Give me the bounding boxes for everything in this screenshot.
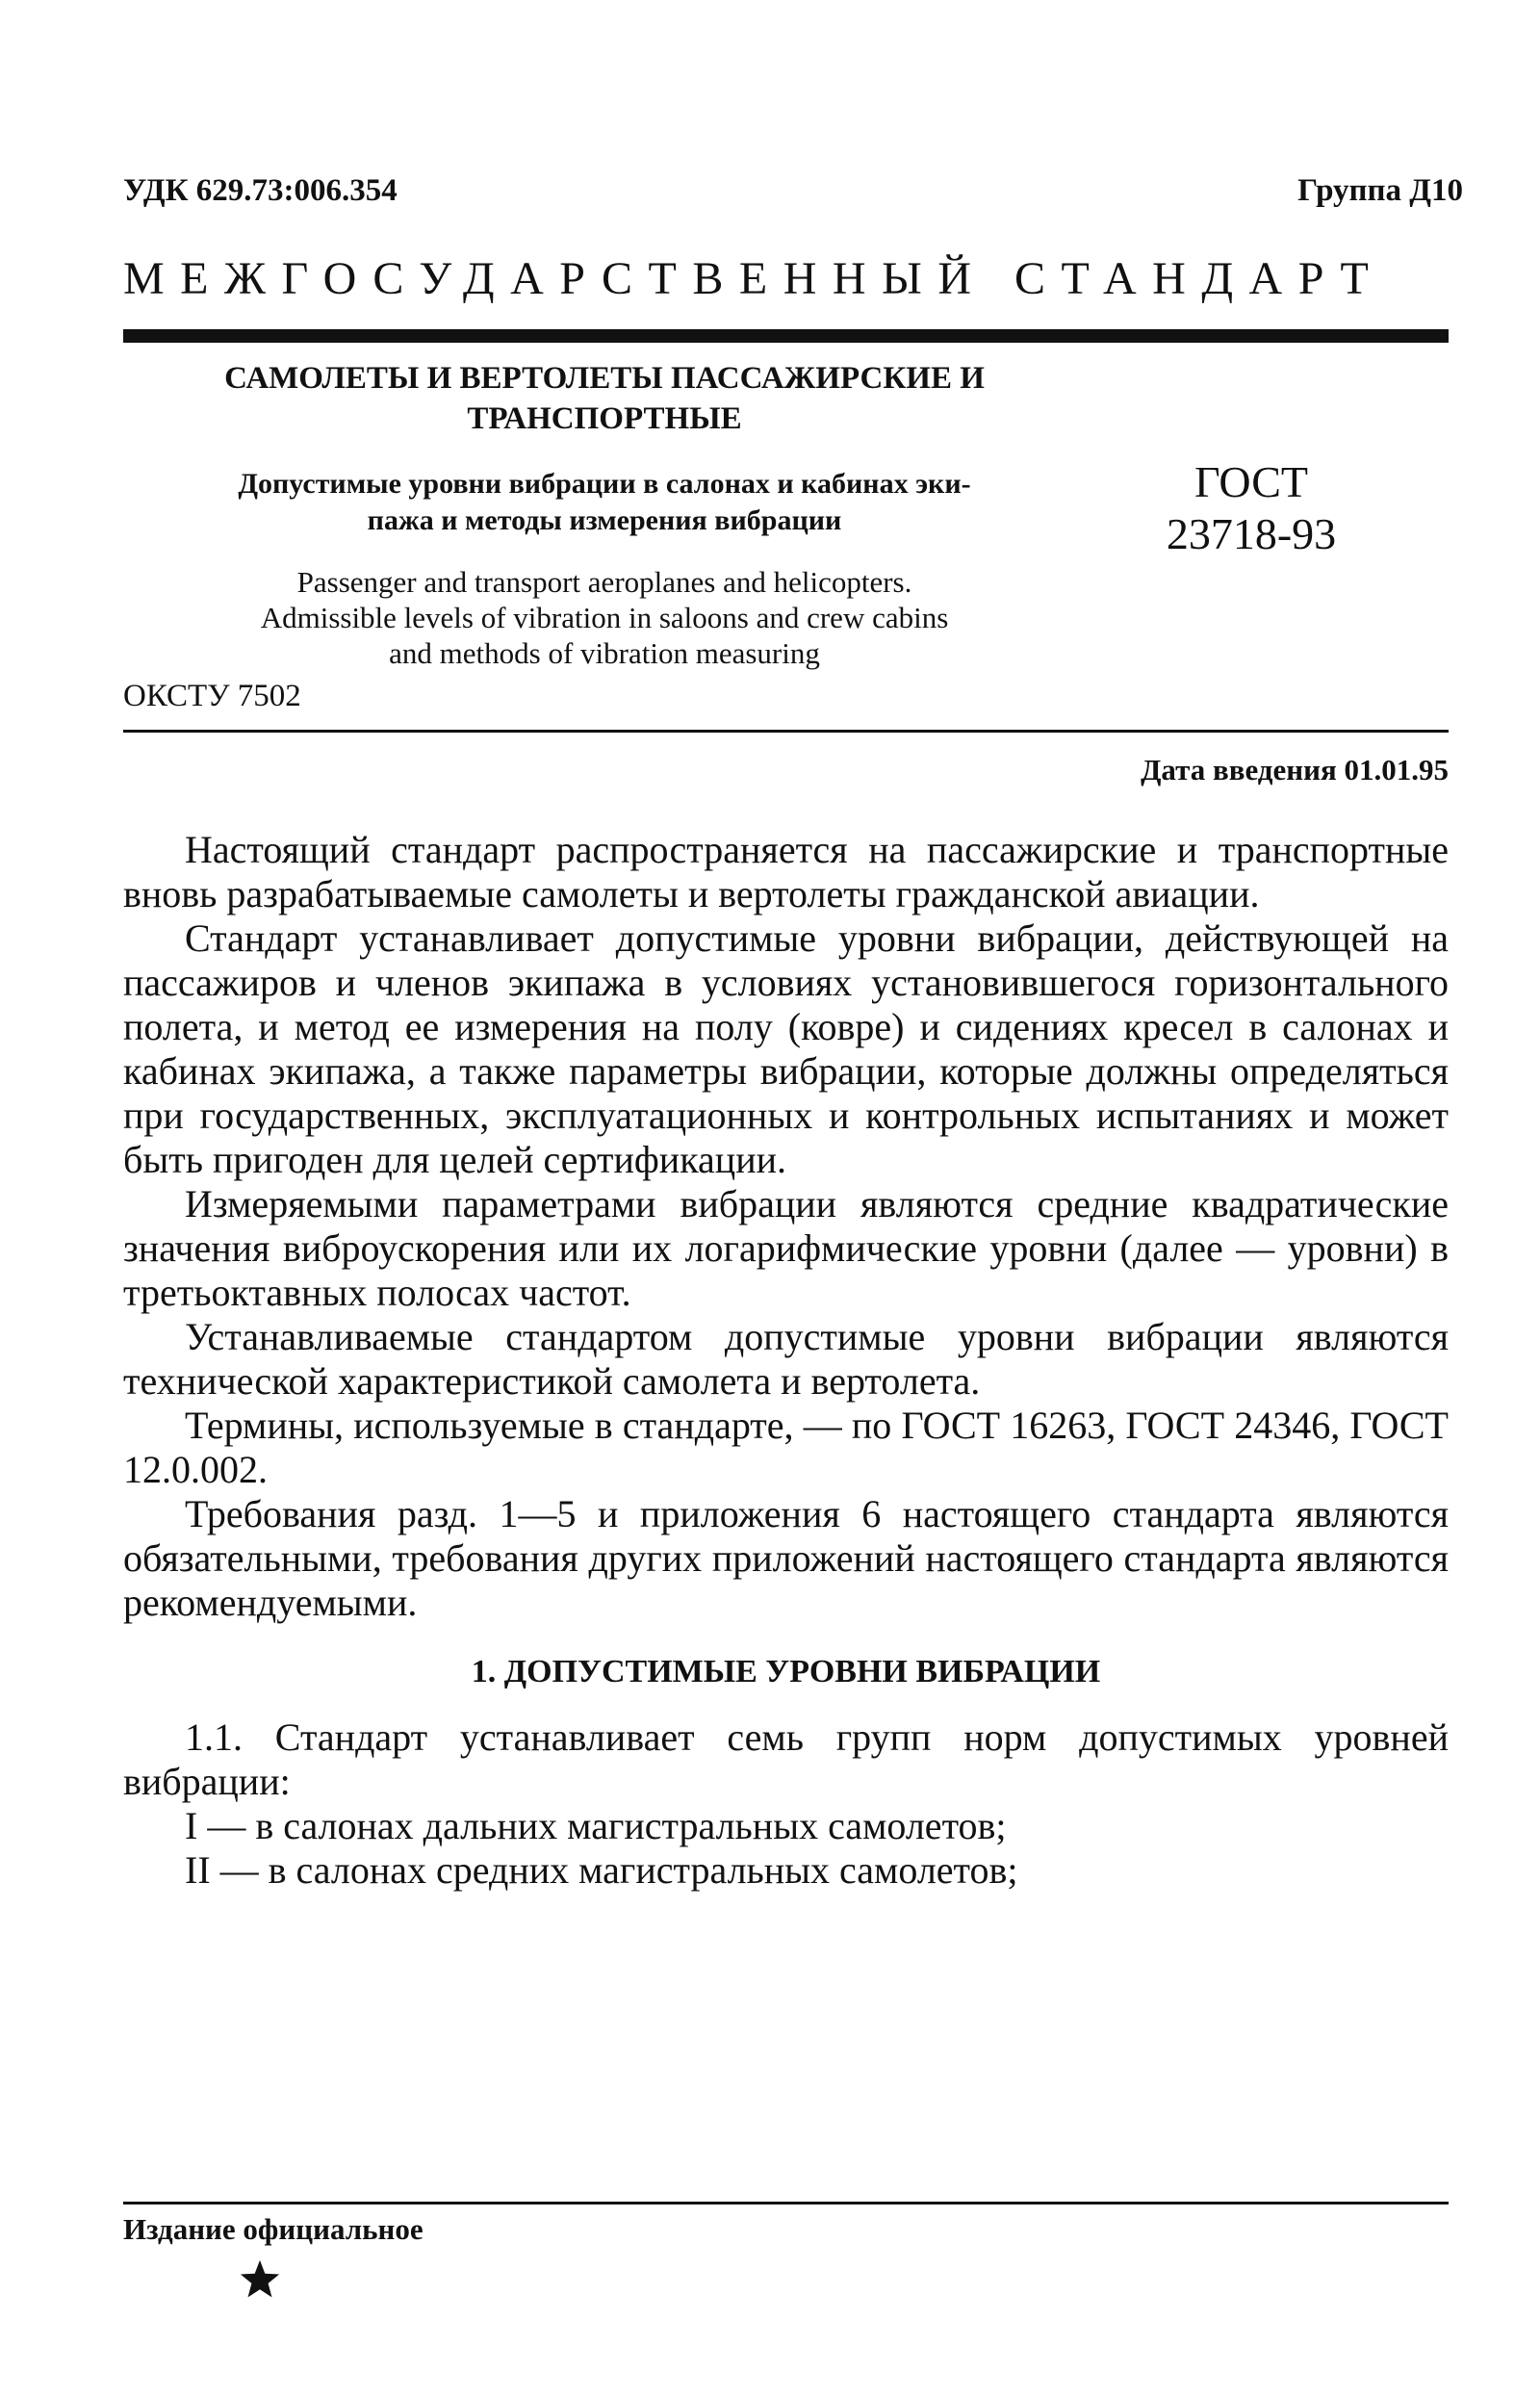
standard-type-heading: МЕЖГОСУДАРСТВЕННЫЙ СТАНДАРТ bbox=[123, 253, 1385, 304]
paragraph-terms: Термины, используемые в стандарте, — по ГОСТ 16263, ГОСТ 24346, ГОСТ 12.0.002. bbox=[123, 1404, 1449, 1491]
title-line-2: ТРАНСПОРТНЫЕ bbox=[467, 401, 742, 436]
edition-note: Издание официальное bbox=[123, 2212, 424, 2246]
subtitle-line-2: пажа и методы измерения вибрации bbox=[367, 504, 842, 536]
paragraph-scope: Настоящий стандарт распространяется на пассажирские и транспортные вновь разрабатываемые самолеты и вертолеты гражданской авиации. bbox=[123, 828, 1449, 915]
gost-number: 23718-93 bbox=[1166, 509, 1337, 558]
gost-designation bbox=[1116, 456, 1386, 560]
list-item-group-2: II — в салонах средних магистральных самолетов; bbox=[185, 1848, 1018, 1892]
star-icon bbox=[239, 2258, 281, 2301]
english-line-1: Passenger and transport aeroplanes and helicopters. bbox=[296, 565, 912, 599]
header-thin-rule bbox=[123, 730, 1449, 733]
clause-1-1: 1.1. Стандарт устанавливает семь групп норм допустимых уровней вибрации: bbox=[123, 1715, 1449, 1803]
section-1-heading: 1. ДОПУСТИМЫЕ УРОВНИ ВИБРАЦИИ bbox=[471, 1654, 1101, 1689]
body-text bbox=[123, 828, 1449, 1893]
document-title bbox=[123, 358, 1086, 439]
paragraph-requirements: Требования разд. 1—5 и приложения 6 настоящего стандарта являются обязательными, требования других приложений настоящего стандарта являются рекомендуемыми. bbox=[123, 1492, 1449, 1624]
udk-code: УДК 629.73:006.354 bbox=[123, 173, 398, 208]
group-code: Группа Д10 bbox=[1297, 173, 1463, 208]
title-line-1: САМОЛЕТЫ И ВЕРТОЛЕТЫ ПАССАЖИРСКИЕ И bbox=[224, 361, 985, 396]
gost-label: ГОСТ bbox=[1194, 457, 1308, 506]
header-thick-rule bbox=[123, 329, 1449, 343]
list-item-group-1: I — в салонах дальних магистральных самолетов; bbox=[185, 1804, 1007, 1847]
english-line-2: Admissible levels of vibration in saloons and crew cabins bbox=[260, 601, 949, 634]
paragraph-characteristic: Устанавливаемые стандартом допустимые уровни вибрации являются технической характеристикой самолета и вертолета. bbox=[123, 1315, 1449, 1403]
document-subtitle bbox=[123, 466, 1086, 539]
paragraph-purpose: Стандарт устанавливает допустимые уровни вибрации, действующей на пассажиров и членов экипажа в условиях установившегося горизонтального полета, и метод ее измерения на полу (ковре) и сидениях кресел в салонах и кабинах экипажа, а также параметры вибрации, которые должны определяться при государственных, эксплуатационных и контрольных испытаниях и может быть пригоден для целей сертификации. bbox=[123, 916, 1449, 1181]
okstu-code: ОКСТУ 7502 bbox=[123, 679, 301, 713]
english-line-3: and methods of vibration measuring bbox=[389, 636, 820, 670]
paragraph-parameters: Измеряемыми параметрами вибрации являются средние квадратические значения виброускорения или их логарифмические уровни (далее — уровни) в третьоктавных полосах частот. bbox=[123, 1182, 1449, 1314]
english-title bbox=[123, 564, 1086, 671]
introduction-date: Дата введения 01.01.95 bbox=[1141, 753, 1449, 786]
subtitle-line-1: Допустимые уровни вибрации в салонах и кабинах эки- bbox=[238, 468, 971, 500]
footer-rule bbox=[123, 2202, 1449, 2205]
